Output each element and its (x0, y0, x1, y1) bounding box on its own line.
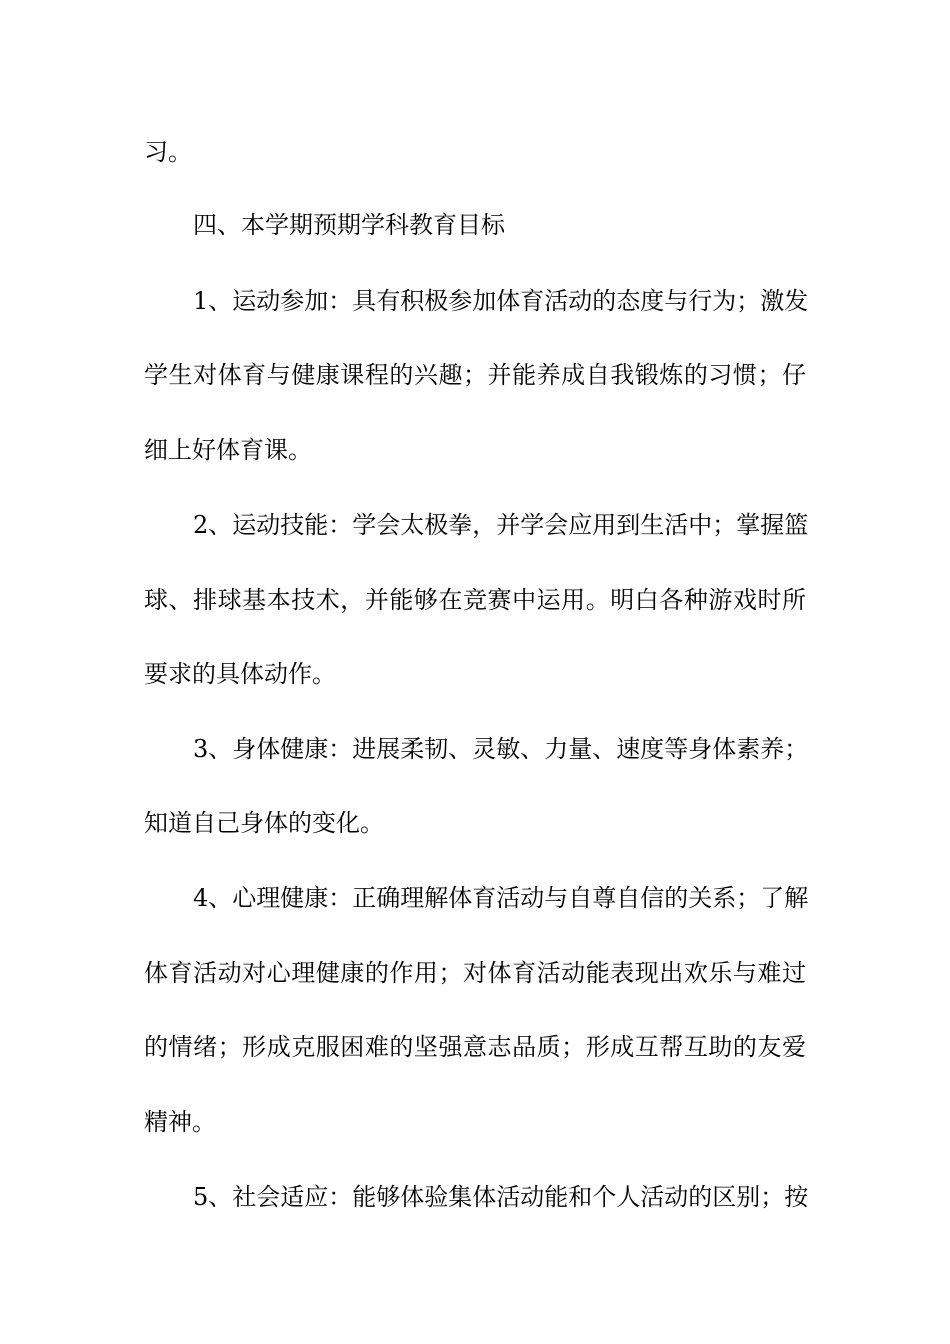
paragraph-line: 1、运动参加：具有积极参加体育活动的态度与行为；激发 (193, 287, 809, 315)
paragraph-line: 精神。 (144, 1108, 216, 1136)
paragraph-line: 学生对体育与健康课程的兴趣；并能养成自我锻炼的习惯；仔 (144, 361, 806, 389)
paragraph-line: 细上好体育课。 (144, 436, 312, 464)
paragraph-line: 习。 (144, 138, 192, 166)
paragraph-line: 体育活动对心理健康的作用；对体育活动能表现出欢乐与难过 (144, 959, 806, 987)
paragraph-line: 的情绪；形成克服困难的坚强意志品质；形成互帮互助的友爱 (144, 1033, 806, 1061)
paragraph-line: 2、运动技能：学会太极拳，并学会应用到生活中；掌握篮 (193, 511, 809, 539)
paragraph-line: 要求的具体动作。 (144, 660, 336, 688)
paragraph-line: 4、心理健康：正确理解体育活动与自尊自信的关系；了解 (193, 884, 809, 912)
paragraph-line: 5、社会适应：能够体验集体活动能和个人活动的区别；按 (193, 1183, 809, 1211)
paragraph-line: 知道自己身体的变化。 (144, 809, 384, 837)
paragraph-line: 球、排球基本技术，并能够在竞赛中运用。明白各种游戏时所 (144, 586, 806, 614)
paragraph-line: 3、身体健康：进展柔韧、灵敏、力量、速度等身体素养； (193, 735, 809, 763)
section-heading: 四、本学期预期学科教育目标 (193, 211, 505, 239)
